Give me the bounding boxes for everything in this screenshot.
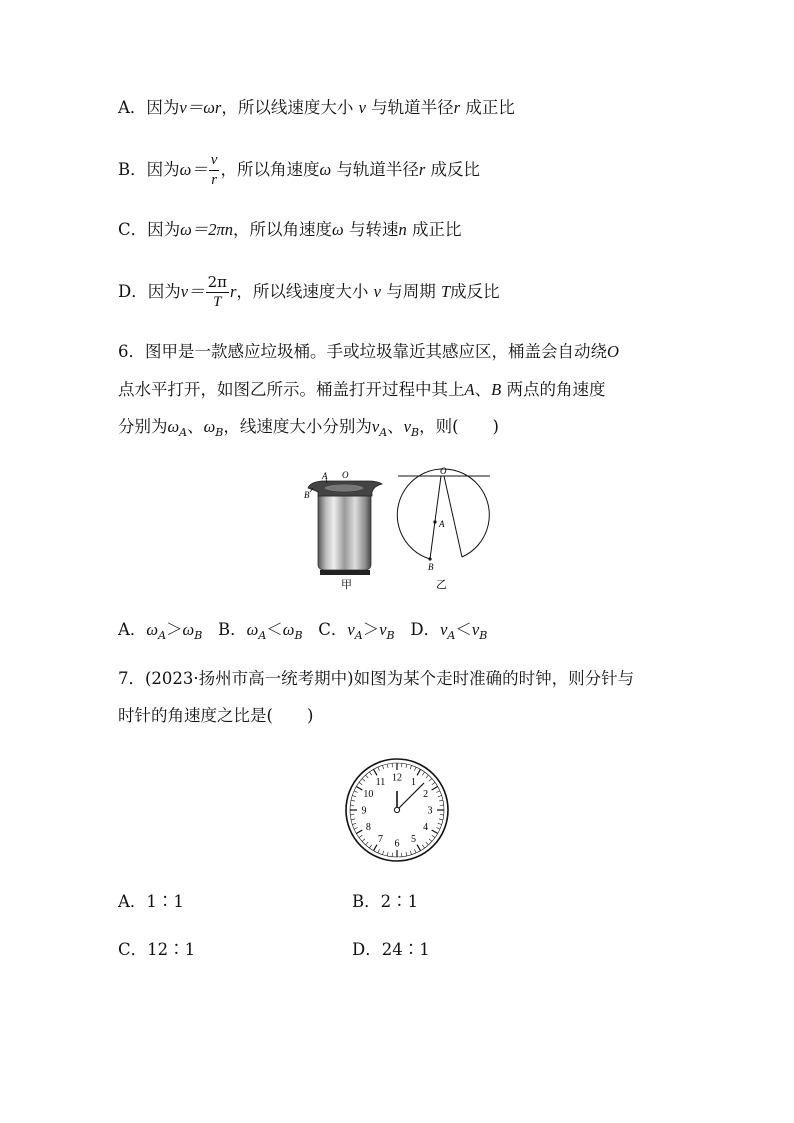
clock-number: 6: [394, 838, 400, 850]
q6-sub-b: B: [215, 426, 224, 439]
q6-sub-vb: B: [410, 426, 420, 439]
q5-option-c: [118, 218, 461, 242]
q5-d-fraction: [206, 275, 229, 310]
figure-label-yi: 乙: [436, 579, 447, 591]
clock-number: 8: [365, 822, 371, 833]
q5-d-var-v: v: [373, 282, 381, 301]
q6-sep-3: 、: [387, 417, 404, 436]
q6-sep-2: 、: [187, 417, 204, 436]
q5-d-text3: 成反比: [450, 282, 500, 301]
q6-opt-a-w2: ω: [182, 620, 195, 639]
q6-var-o: O: [607, 342, 619, 361]
q6-text-3b: ，线速度大小分别为: [223, 417, 372, 436]
q5-d-text: ，所以线速度大小: [236, 282, 369, 301]
q5-a-text2: 与轨道半径: [371, 98, 454, 117]
q6-var-b: B: [491, 380, 502, 399]
q5-b-var-r: r: [418, 160, 426, 179]
q6-v-b: v: [403, 417, 411, 436]
q6-opt-a-s1: A: [158, 629, 167, 642]
clock-center: [394, 807, 399, 812]
q6-opt-b-label: B．: [218, 620, 247, 639]
q6-opt-c-s2: B: [386, 629, 395, 642]
q6-options: [118, 618, 487, 648]
q6-sub-a: A: [179, 426, 188, 439]
q7-option-a: A．1∶1: [118, 892, 184, 911]
q5-b-label: B．因为: [118, 160, 180, 179]
q5-a-equation: v＝ωr: [179, 98, 222, 117]
q6-opt-b-s1: A: [258, 629, 267, 642]
q5-b-fraction: [209, 153, 220, 188]
q5-c-text: ，所以角速度: [233, 220, 333, 239]
q6-opt-c-s1: A: [354, 629, 363, 642]
q6-option-d: [410, 620, 488, 642]
q5-d-lhs: v＝: [180, 282, 205, 301]
q7-option-c: C．12∶1: [118, 940, 196, 959]
q6-opt-c-rel: ＞: [362, 620, 380, 639]
q6-opt-a-rel: ＞: [166, 620, 183, 639]
q6-opt-b-w1: ω: [246, 620, 259, 639]
clock-number: 7: [378, 834, 383, 846]
q5-c-text2: 与转速: [348, 220, 399, 239]
circle-label-b: B: [428, 562, 434, 572]
clock-number: 3: [427, 805, 433, 817]
q6-opt-d-s2: B: [479, 629, 488, 642]
q6-paren-close: ): [492, 417, 499, 436]
q5-b-text3: 成反比: [430, 160, 481, 179]
clock-number: 10: [363, 789, 374, 800]
clock-number: 5: [411, 834, 416, 846]
q6-option-c: [318, 620, 395, 642]
q6-text-2b: 两点的角速度: [506, 380, 606, 399]
q5-c-text3: 成正比: [411, 220, 462, 239]
q7-paren-close: ): [306, 706, 314, 725]
q6-opt-c-label: C．: [318, 620, 348, 639]
q6-opt-c-v2: v: [379, 620, 387, 639]
q5-b-lhs: ω＝: [179, 160, 208, 179]
trash-label-a: A: [322, 471, 328, 481]
q6-text-1: 6．图甲是一款感应垃圾桶。手或垃圾靠近其感应区，桶盖会自动绕: [118, 342, 607, 361]
q5-c-var-w: ω: [332, 220, 344, 239]
q6-sep: 、: [474, 380, 492, 399]
q6-opt-b-s2: B: [294, 629, 303, 642]
q6-paren-open: ，则(: [419, 417, 459, 436]
q5-b-text2: 与轨道半径: [336, 160, 419, 179]
q6-option-a: [118, 620, 203, 642]
q6-text-2: 点水平打开，如图乙所示。桶盖打开过程中其上: [118, 380, 465, 399]
q5-b-denominator: r: [211, 172, 218, 188]
q5-d-text2: 与周期: [386, 282, 436, 301]
q6-v-a: v: [371, 417, 380, 436]
q7-option-b: B．2∶1: [352, 892, 419, 911]
q5-b-text: ，所以角速度: [220, 160, 320, 179]
clock-number: 11: [375, 776, 386, 788]
q6-figure: [298, 466, 498, 594]
q5-c-equation: ω＝2πn: [180, 220, 234, 239]
q5-d-numerator: 2π: [207, 273, 227, 291]
q6-opt-a-s2: B: [194, 629, 203, 642]
q6-opt-b-rel: ＜: [266, 620, 283, 639]
q6-line-2: [118, 378, 605, 402]
clock-number: 1: [411, 776, 416, 788]
q6-opt-a-w1: ω: [146, 620, 159, 639]
q7-line-1: 7．(2023·扬州市高一统考期中)如图为某个走时准确的时钟，则分针与: [118, 669, 635, 688]
q5-a-text: ，所以线速度大小: [221, 98, 354, 117]
q5-option-a: [118, 96, 515, 120]
q6-opt-a-label: A．: [118, 620, 147, 639]
clock-number: 12: [392, 772, 402, 784]
trash-can-illustration: [308, 478, 382, 575]
trash-label-b: B: [304, 490, 310, 500]
q5-c-var-n: n: [398, 220, 407, 239]
q6-opt-d-rel: ＜: [455, 620, 472, 639]
q6-option-b: [218, 620, 303, 642]
clock-figure: [344, 757, 450, 863]
q6-var-a: A: [464, 380, 475, 399]
circle-diagram: [397, 469, 490, 561]
q6-opt-b-w2: ω: [282, 620, 295, 639]
q6-opt-d-label: D．: [410, 620, 441, 639]
q5-option-d: [118, 270, 500, 314]
q5-d-label: D．因为: [118, 282, 181, 301]
circle-label-o: O: [440, 466, 447, 476]
q6-line-3: [118, 415, 499, 445]
q5-d-var-t: T: [440, 282, 451, 301]
figure-label-jia: 甲: [341, 579, 352, 591]
q5-a-text3: 成正比: [465, 98, 515, 117]
q6-opt-d-v1: v: [440, 620, 448, 639]
q6-opt-d-v2: v: [471, 620, 480, 639]
q7-line-2: [118, 704, 313, 728]
q5-d-denominator: T: [213, 294, 222, 310]
trash-label-o: O: [342, 470, 349, 480]
q5-c-label: C．因为: [118, 220, 181, 239]
q5-b-var-w: ω: [319, 160, 332, 179]
q6-opt-c-v1: v: [347, 620, 355, 639]
clock-number: 4: [423, 822, 429, 833]
q6-omega-b: ω: [203, 417, 216, 436]
q5-a-var-v: v: [358, 98, 366, 117]
circle-label-a: A: [439, 519, 445, 529]
q5-d-var-r: r: [229, 282, 237, 301]
q6-text-3: 分别为: [118, 417, 168, 436]
q5-b-numerator: v: [209, 153, 220, 171]
q5-a-label: A．因为: [118, 98, 180, 117]
q6-omega-a: ω: [167, 417, 180, 436]
clock-number: 2: [423, 789, 429, 800]
q7-option-d: D．24∶1: [352, 940, 430, 959]
q5-a-var-r: r: [453, 98, 461, 117]
q6-opt-d-s1: A: [447, 629, 456, 642]
q5-option-b: [118, 150, 480, 190]
q7-text-2: 时针的角速度之比是(: [118, 706, 273, 725]
q6-sub-va: A: [379, 426, 388, 439]
q6-line-1: [118, 340, 619, 364]
clock-number: 9: [361, 805, 367, 817]
